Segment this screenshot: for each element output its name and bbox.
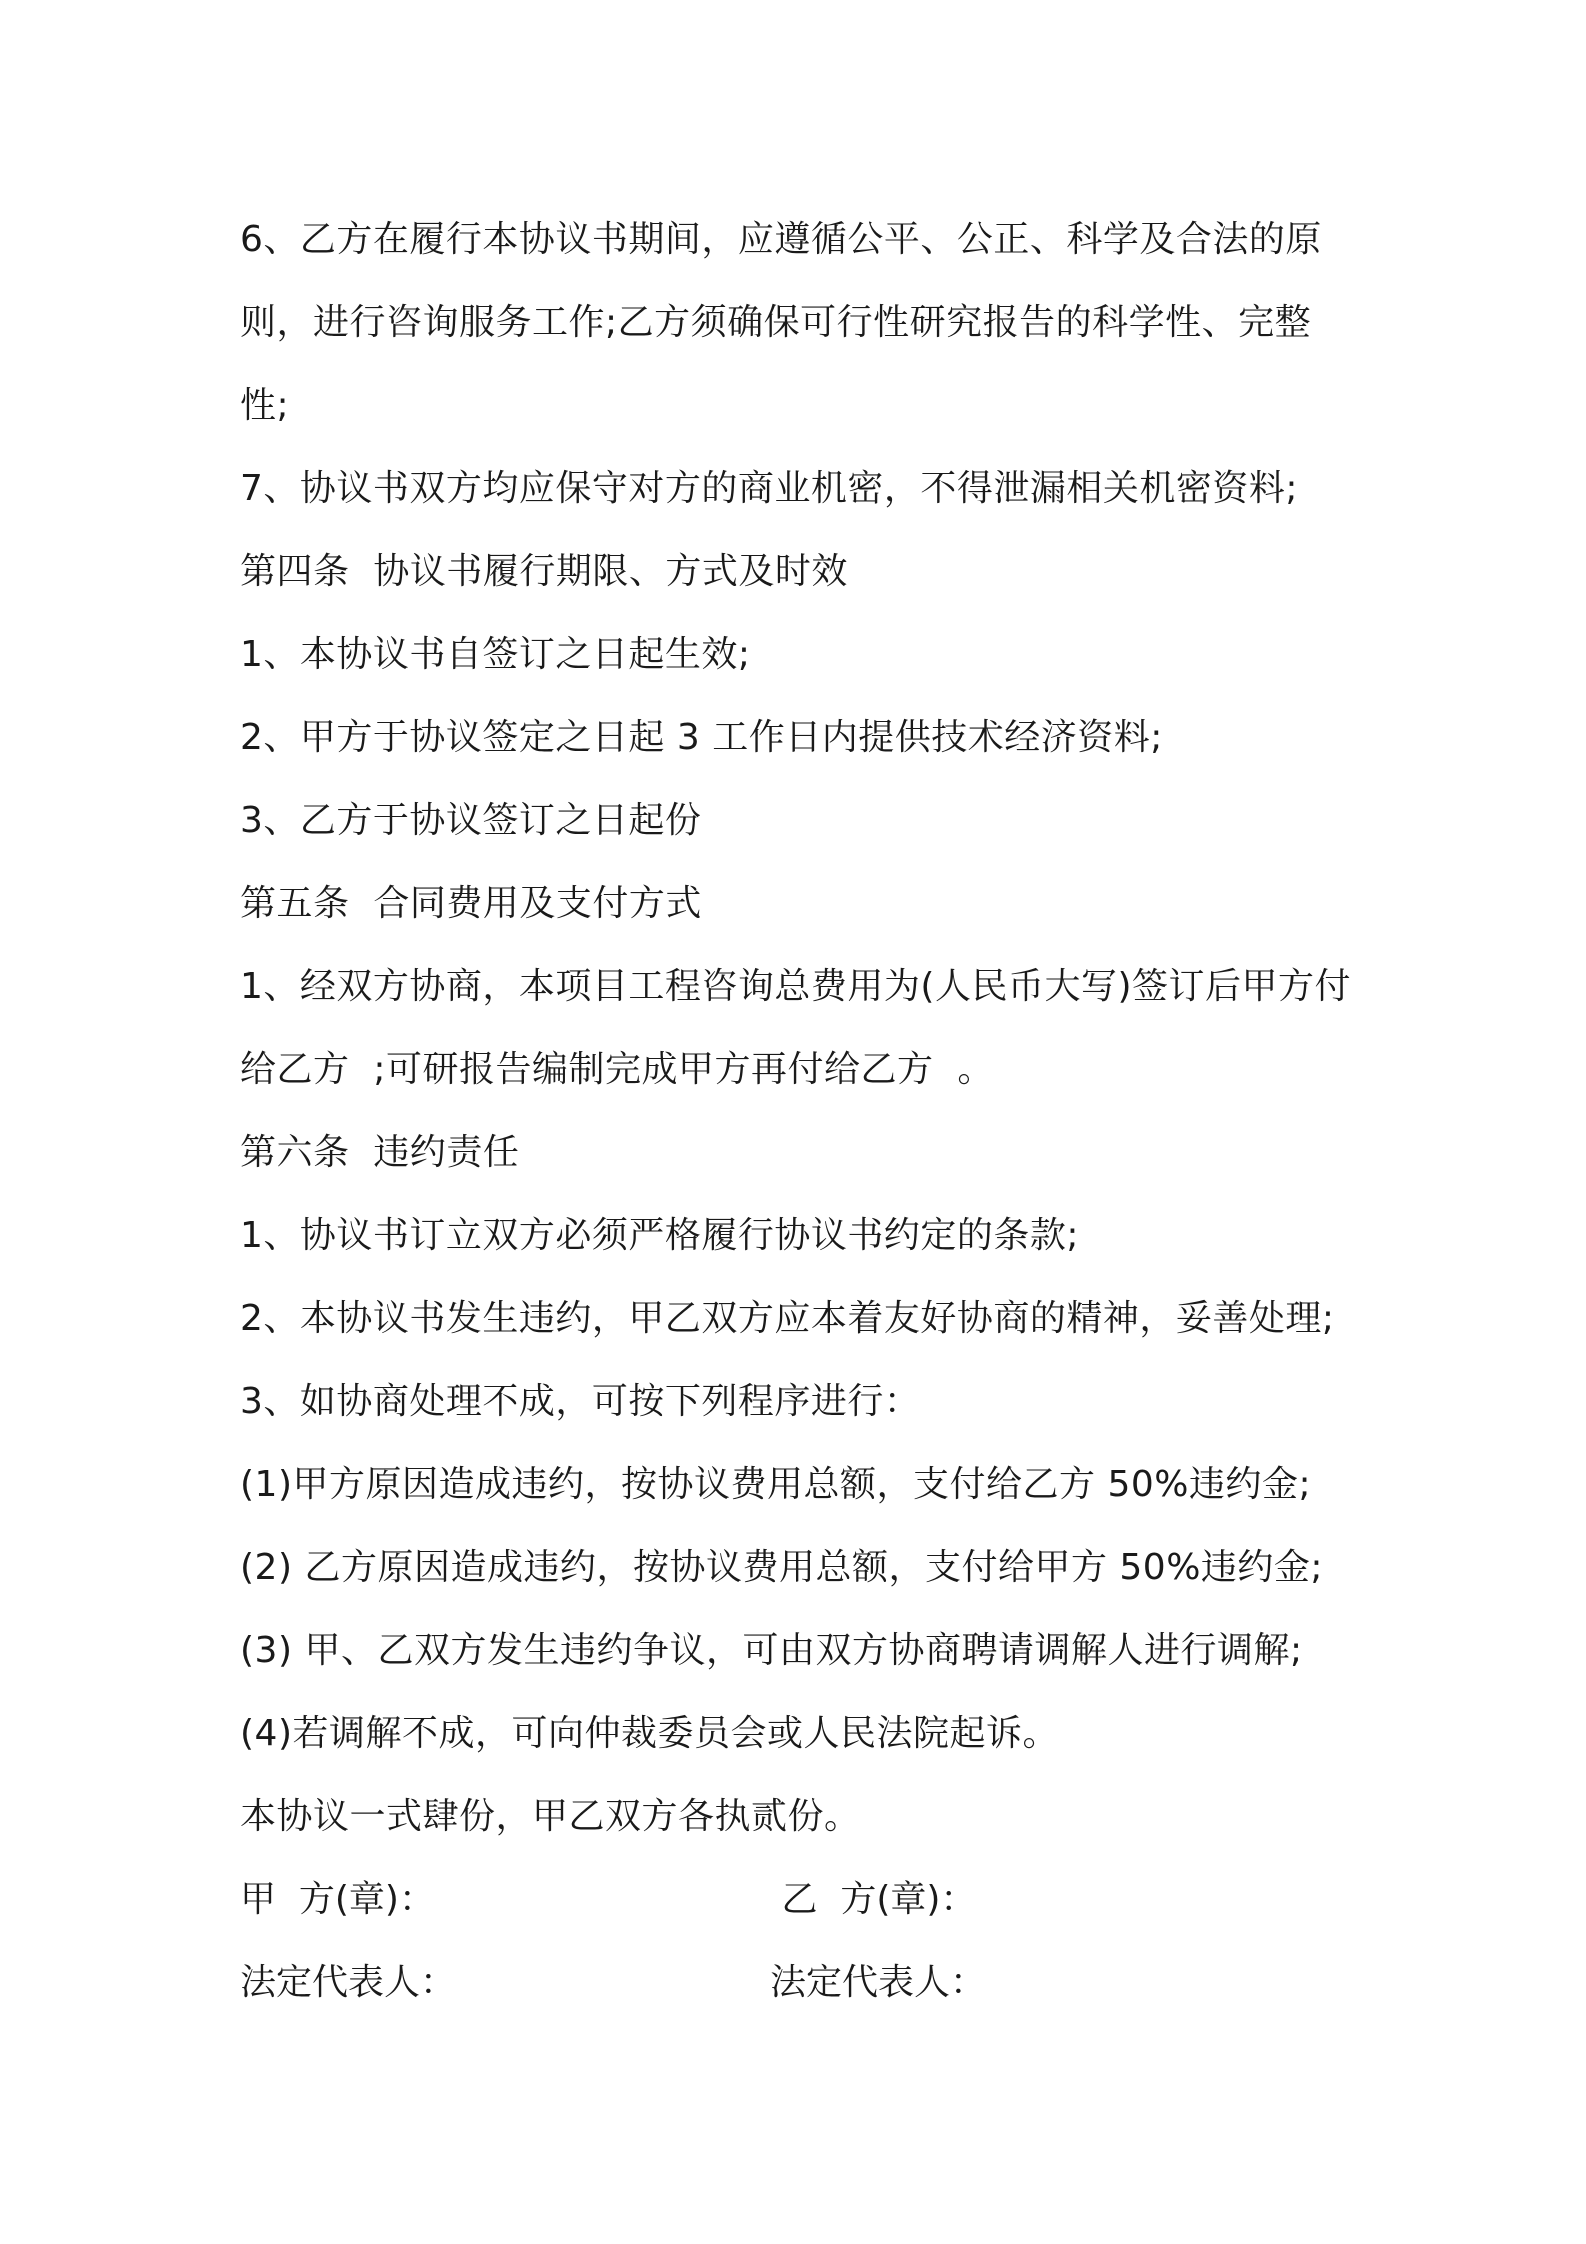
clause-paragraph: (3) 甲、乙双方发生违约争议，可由双方协商聘请调解人进行调解; [240,1630,1303,1671]
party-b-representative-label: 法定代表人： [770,1962,987,2003]
clause-paragraph: 7、协议书双方均应保守对方的商业机密，不得泄漏相关机密资料; [240,468,1299,509]
section-heading: 第四条 协议书履行期限、方式及时效 [240,551,848,592]
signature-representative-row [240,1941,1360,2024]
section-heading: 第五条 合同费用及支付方式 [240,883,702,924]
clause-paragraph: (2) 乙方原因造成违约，按协议费用总额，支付给甲方 50%违约金; [240,1547,1324,1588]
clause-paragraph: 1、本协议书自签订之日起生效; [240,634,751,675]
document-body [240,198,1360,2024]
clause-paragraph: 1、协议书订立双方必须严格履行协议书约定的条款; [240,1215,1080,1256]
section-heading: 第六条 违约责任 [240,1132,520,1173]
clause-paragraph: (1)甲方原因造成违约，按协议费用总额，支付给乙方 50%违约金; [240,1464,1312,1505]
closing-statement: 本协议一式肆份，甲乙双方各执贰份。 [240,1796,861,1837]
signature-seal-row [240,1858,1360,1941]
party-a-seal-label: 甲 方(章)： [240,1879,435,1920]
clause-paragraph: 6、乙方在履行本协议书期间，应遵循公平、公正、科学及合法的原则，进行咨询服务工作;乙方须确保可行性研究报告的科学性、完整性; [240,219,1322,426]
clause-paragraph: 2、本协议书发生违约，甲乙双方应本着友好协商的精神，妥善处理;3、如协商处理不成，可按下列程序进行： [240,1298,1335,1422]
clause-paragraph: 3、乙方于协议签订之日起份 [240,800,702,841]
party-b-seal-label: 乙 方(章)： [770,1879,977,1920]
clause-paragraph: 2、甲方于协议签定之日起 3 工作日内提供技术经济资料; [240,717,1163,758]
clause-paragraph: (4)若调解不成，可向仲裁委员会或人民法院起诉。 [240,1713,1059,1754]
party-a-representative-label: 法定代表人： [240,1962,457,2003]
clause-paragraph: 1、经双方协商，本项目工程咨询总费用为(人民币大写)签订后甲方付给乙方 ;可研报告编制完成甲方再付给乙方 。 [240,966,1351,1090]
